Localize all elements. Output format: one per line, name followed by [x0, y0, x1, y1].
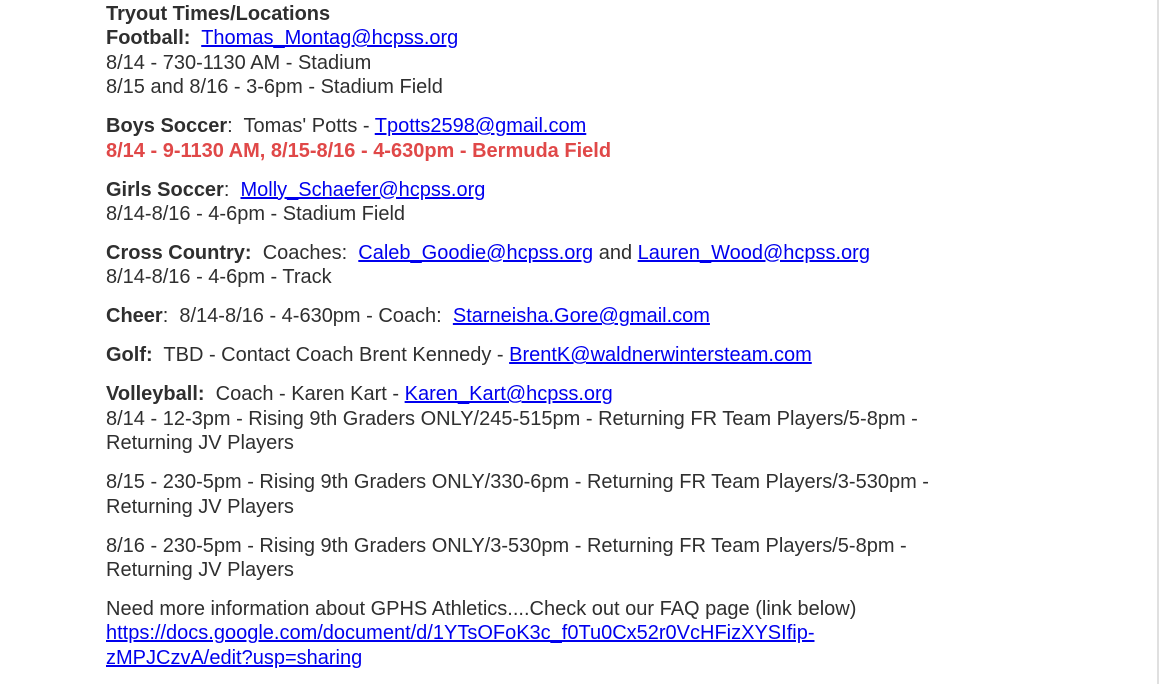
boys-soccer-coach-text: : Tomas' Potts - [227, 115, 375, 138]
volleyball-day2-line-a: 8/15 - 230-5pm - Rising 9th Graders ONLY/330-6pm - Returning FR Team Players/3-530pm - [106, 471, 929, 494]
volleyball-day2-line-b: Returning JV Players [106, 495, 294, 518]
girls-soccer-schedule: 8/14-8/16 - 4-6pm - Stadium Field [106, 203, 406, 226]
faq-text: Need more information about GPHS Athletics....Check out our FAQ page (link below) [106, 598, 857, 621]
football-schedule-2: 8/15 and 8/16 - 3-6pm - Stadium Field [106, 76, 443, 99]
cross-country-email-link-2[interactable]: Lauren_Wood@hcpss.org [637, 242, 870, 265]
cross-country-coaches-text: Coaches: [251, 242, 359, 265]
football-label: Football: [106, 27, 191, 50]
cross-country-label: Cross Country: [106, 242, 252, 265]
cross-country-contact-line [106, 241, 1106, 265]
boys-soccer-label: Boys Soccer [106, 115, 228, 138]
volleyball-text: Coach - Karen Kart - [204, 383, 405, 406]
football-email-link[interactable]: Thomas_Montag@hcpss.org [201, 27, 459, 50]
boys-soccer-schedule: 8/14 - 9-1130 AM, 8/15-8/16 - 4-630pm - Bermuda Field [106, 139, 612, 162]
volleyball-day1-line-a: 8/14 - 12-3pm - Rising 9th Graders ONLY/245-515pm - Returning FR Team Players/5-8pm - [106, 407, 918, 430]
girls-soccer-contact-line [106, 178, 1106, 202]
football-contact-line [106, 26, 1106, 50]
volleyball-day3-line-a: 8/16 - 230-5pm - Rising 9th Graders ONLY/3-530pm - Returning FR Team Players/5-8pm - [106, 534, 907, 557]
boys-soccer-email-link[interactable]: Tpotts2598@gmail.com [374, 115, 587, 138]
faq-url-link-part-2[interactable]: zMPJCzvA/edit?usp=sharing [106, 646, 363, 669]
golf-text: TBD - Contact Coach Brent Kennedy - [152, 344, 510, 367]
tryout-document [106, 2, 1106, 670]
tryout-heading: Tryout Times/Locations [106, 3, 331, 25]
football-schedule-1: 8/14 - 730-1130 AM - Stadium [106, 51, 372, 74]
cross-country-and-text: and [593, 242, 638, 265]
girls-soccer-label: Girls Soccer [106, 178, 224, 201]
golf-email-link[interactable]: BrentK@waldnerwintersteam.com [509, 344, 812, 367]
cross-country-email-link-1[interactable]: Caleb_Goodie@hcpss.org [358, 242, 594, 265]
golf-line [106, 343, 1106, 367]
golf-label: Golf: [106, 344, 153, 367]
volleyball-contact-line [106, 382, 1106, 406]
boys-soccer-contact-line [106, 114, 1106, 138]
girls-soccer-email-link[interactable]: Molly_Schaefer@hcpss.org [240, 178, 486, 201]
faq-link-line-2 [106, 646, 1106, 670]
faq-link-line-1 [106, 621, 1106, 645]
cross-country-schedule: 8/14-8/16 - 4-6pm - Track [106, 266, 332, 289]
faq-url-link-part-1[interactable]: https://docs.google.com/document/d/1YTsOFoK3c_f0Tu0Cx52r0VcHFizXYSIfip- [106, 622, 815, 645]
cheer-email-link[interactable]: Starneisha.Gore@gmail.com [452, 305, 710, 328]
cheer-text: : 8/14-8/16 - 4-630pm - Coach: [162, 305, 453, 328]
volleyball-day3-line-b: Returning JV Players [106, 559, 294, 582]
girls-soccer-text: : [223, 178, 241, 201]
cheer-line [106, 304, 1106, 328]
volleyball-day1-line-b: Returning JV Players [106, 432, 294, 455]
volleyball-email-link[interactable]: Karen_Kart@hcpss.org [404, 383, 613, 406]
volleyball-label: Volleyball: [106, 383, 205, 406]
cheer-label: Cheer [106, 305, 163, 328]
